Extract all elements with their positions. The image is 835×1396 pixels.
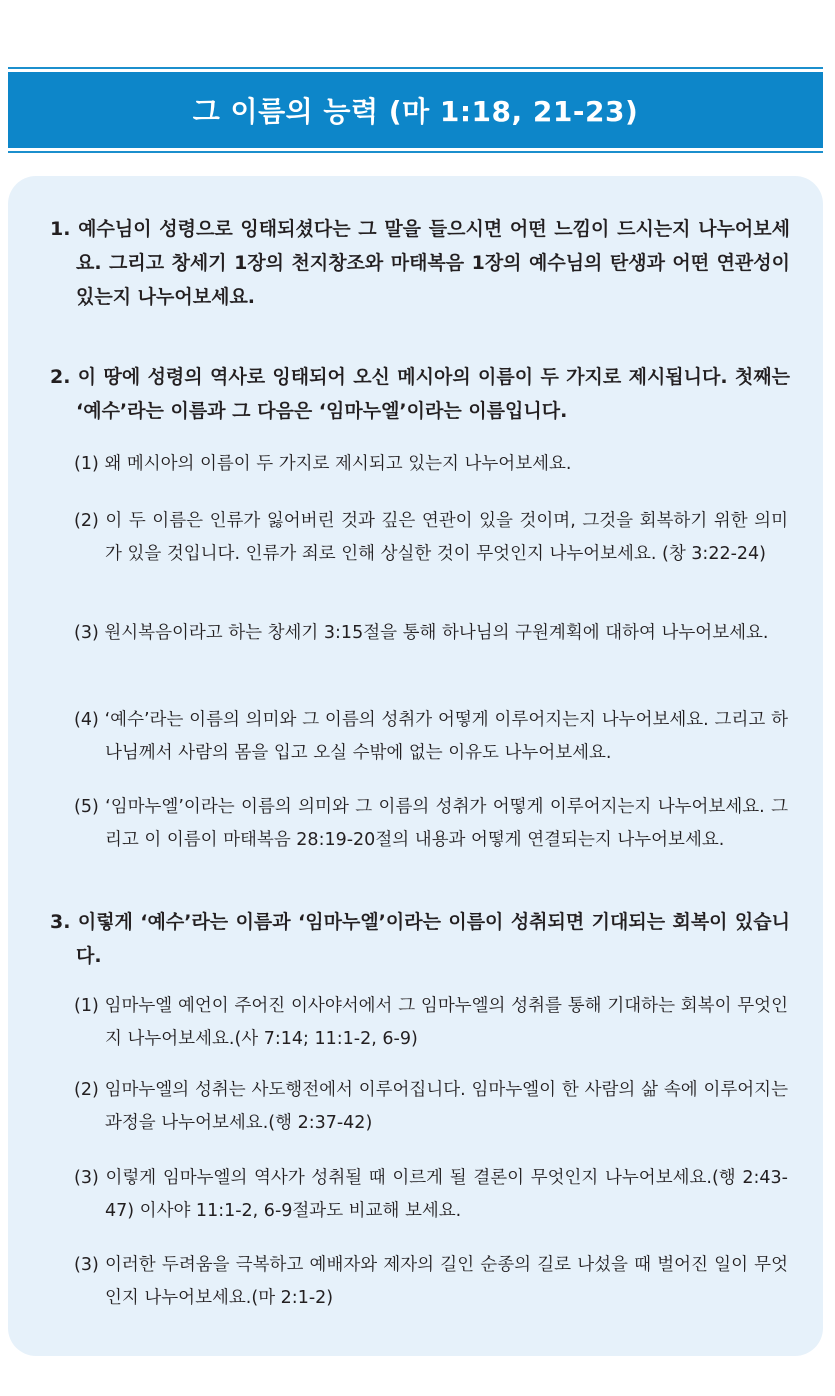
header-band <box>8 67 823 153</box>
question-2-sub-5: (5) ‘임마누엘’이라는 이름의 의미와 그 이름의 성취가 어떻게 이루어지는지 나누어보세요. 그리고 이 이름이 마태복음 28:19-20절의 내용과 어떻게 연결되는지 나누어보세요. <box>74 797 788 850</box>
question-3: 3. 이렇게 ‘예수’라는 이름과 ‘임마누엘’이라는 이름이 성취되면 기대되는 회복이 있습니다. <box>50 911 790 967</box>
header-bar <box>8 72 823 148</box>
question-2-sub-3: (3) 원시복음이라고 하는 창세기 3:15절을 통해 하나님의 구원계획에 대하여 나누어보세요. <box>74 623 769 643</box>
question-3-sub-4: (3) 이러한 두려움을 극복하고 예배자와 제자의 길인 순종의 길로 나섰을 때 벌어진 일이 무엇인지 나누어보세요.(마 2:1-2) <box>74 1255 788 1308</box>
question-3-sub-2: (2) 임마누엘의 성취는 사도행전에서 이루어집니다. 임마누엘이 한 사람의 삶 속에 이루어지는 과정을 나누어보세요.(행 2:37-42) <box>74 1080 788 1133</box>
question-3-sub-1: (1) 임마누엘 예언이 주어진 이사야서에서 그 임마누엘의 성취를 통해 기대하는 회복이 무엇인지 나누어보세요.(사 7:14; 11:1-2, 6-9) <box>74 996 788 1049</box>
question-2: 2. 이 땅에 성령의 역사로 잉태되어 오신 메시아의 이름이 두 가지로 제시됩니다. 첫째는 ‘예수’라는 이름과 그 다음은 ‘임마누엘’이라는 이름입니다. <box>50 366 790 422</box>
question-2-sub-4: (4) ‘예수’라는 이름의 의미와 그 이름의 성취가 어떻게 이루어지는지 나누어보세요. 그리고 하나님께서 사람의 몸을 입고 오실 수밖에 없는 이유도 나누어보세요. <box>74 710 788 763</box>
question-1: 1. 예수님이 성령으로 잉태되셨다는 그 말을 들으시면 어떤 느낌이 드시는지 나누어보세요. 그리고 창세기 1장의 천지창조와 마태복음 1장의 예수님의 탄생과 어떤 연관성이 있는지 나누어보세요. <box>50 218 790 308</box>
question-2-sub-2: (2) 이 두 이름은 인류가 잃어버린 것과 깊은 연관이 있을 것이며, 그것을 회복하기 위한 의미가 있을 것입니다. 인류가 죄로 인해 상실한 것이 무엇인지 나누어보세요. (창 3:22-24) <box>74 511 788 564</box>
question-3-sub-3: (3) 이렇게 임마누엘의 역사가 성취될 때 이르게 될 결론이 무엇인지 나누어보세요.(행 2:43-47) 이사야 11:1-2, 6-9절과도 비교해 보세요. <box>74 1168 788 1221</box>
question-2-sub-1: (1) 왜 메시아의 이름이 두 가지로 제시되고 있는지 나누어보세요. <box>74 454 572 474</box>
page-title: 그 이름의 능력 (마 1:18, 21-23) <box>192 95 639 128</box>
